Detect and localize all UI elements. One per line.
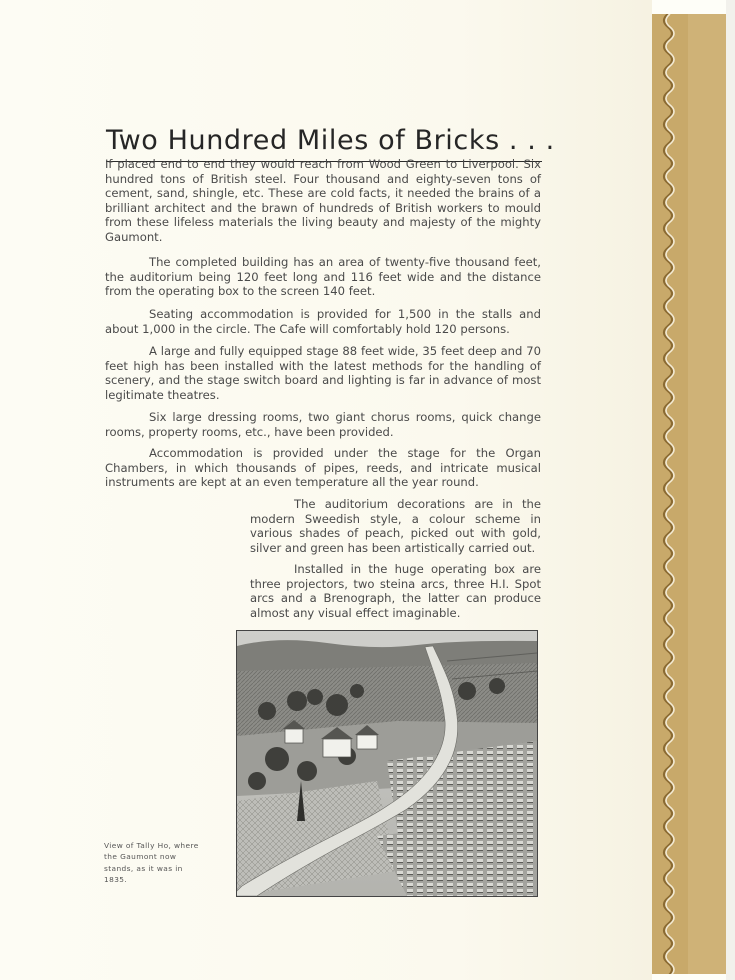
paragraph-building-area: The completed building has an area of twenty-five thousand feet, the auditorium being 120 feet long and 116 feet wide and the distance from the operating box to the screen 140 feet. (105, 255, 541, 299)
engraving-image (237, 631, 537, 896)
paragraph-stage: A large and fully equipped stage 88 feet wide, 35 feet deep and 70 feet high has been installed with the latest methods for the handling of scenery, and the stage switch board and lighting is far in advance of most legitimate theatres. (105, 344, 541, 402)
gold-border-light-band (688, 14, 726, 974)
page-heading: Two Hundred Miles of Bricks . . . (106, 121, 542, 162)
paragraph-seating: Seating accommodation is provided for 1,500 in the stalls and about 1,000 in the circle. The Cafe will comfortably hold 120 persons. (105, 307, 541, 336)
paragraph-operating-box: Installed in the huge operating box are three projectors, two steina arcs, three H.I. Spot arcs and a Brenograph, the latter can produce almost any visual effect imaginable. (250, 562, 541, 620)
page-edge (726, 0, 735, 980)
wavy-border-ornament (656, 14, 684, 974)
paragraph-organ-chambers: Accommodation is provided under the stage for the Organ Chambers, in which thousands of pipes, reeds, and intricate musical instruments are kept at an even temperature all the year round. (105, 446, 541, 490)
tally-ho-1835-engraving (236, 630, 538, 897)
paragraph-dressing-rooms: Six large dressing rooms, two giant chorus rooms, quick change rooms, property rooms, etc., have been provided. (105, 410, 541, 439)
photo-caption: View of Tally Ho, where the Gaumont now stands, as it was in 1835. (104, 841, 199, 885)
paragraph-decorations: The auditorium decorations are in the modern Sweedish style, a colour scheme in various shades of peach, picked out with gold, silver and green has been artistically carried out. (250, 497, 541, 555)
paragraph-bricks-intro: If placed end to end they would reach from Wood Green to Liverpool. Six hundred tons of British steel. Four thousand and eighty-seven tons of cement, sand, shingle, etc. These are cold facts, it needed the brains of a brilliant architect and the brawn of hundreds of British workers to mould from these lifeless materials the living beauty and majesty of the mighty Gaumont. (105, 157, 541, 244)
gold-border-strip (652, 14, 726, 974)
